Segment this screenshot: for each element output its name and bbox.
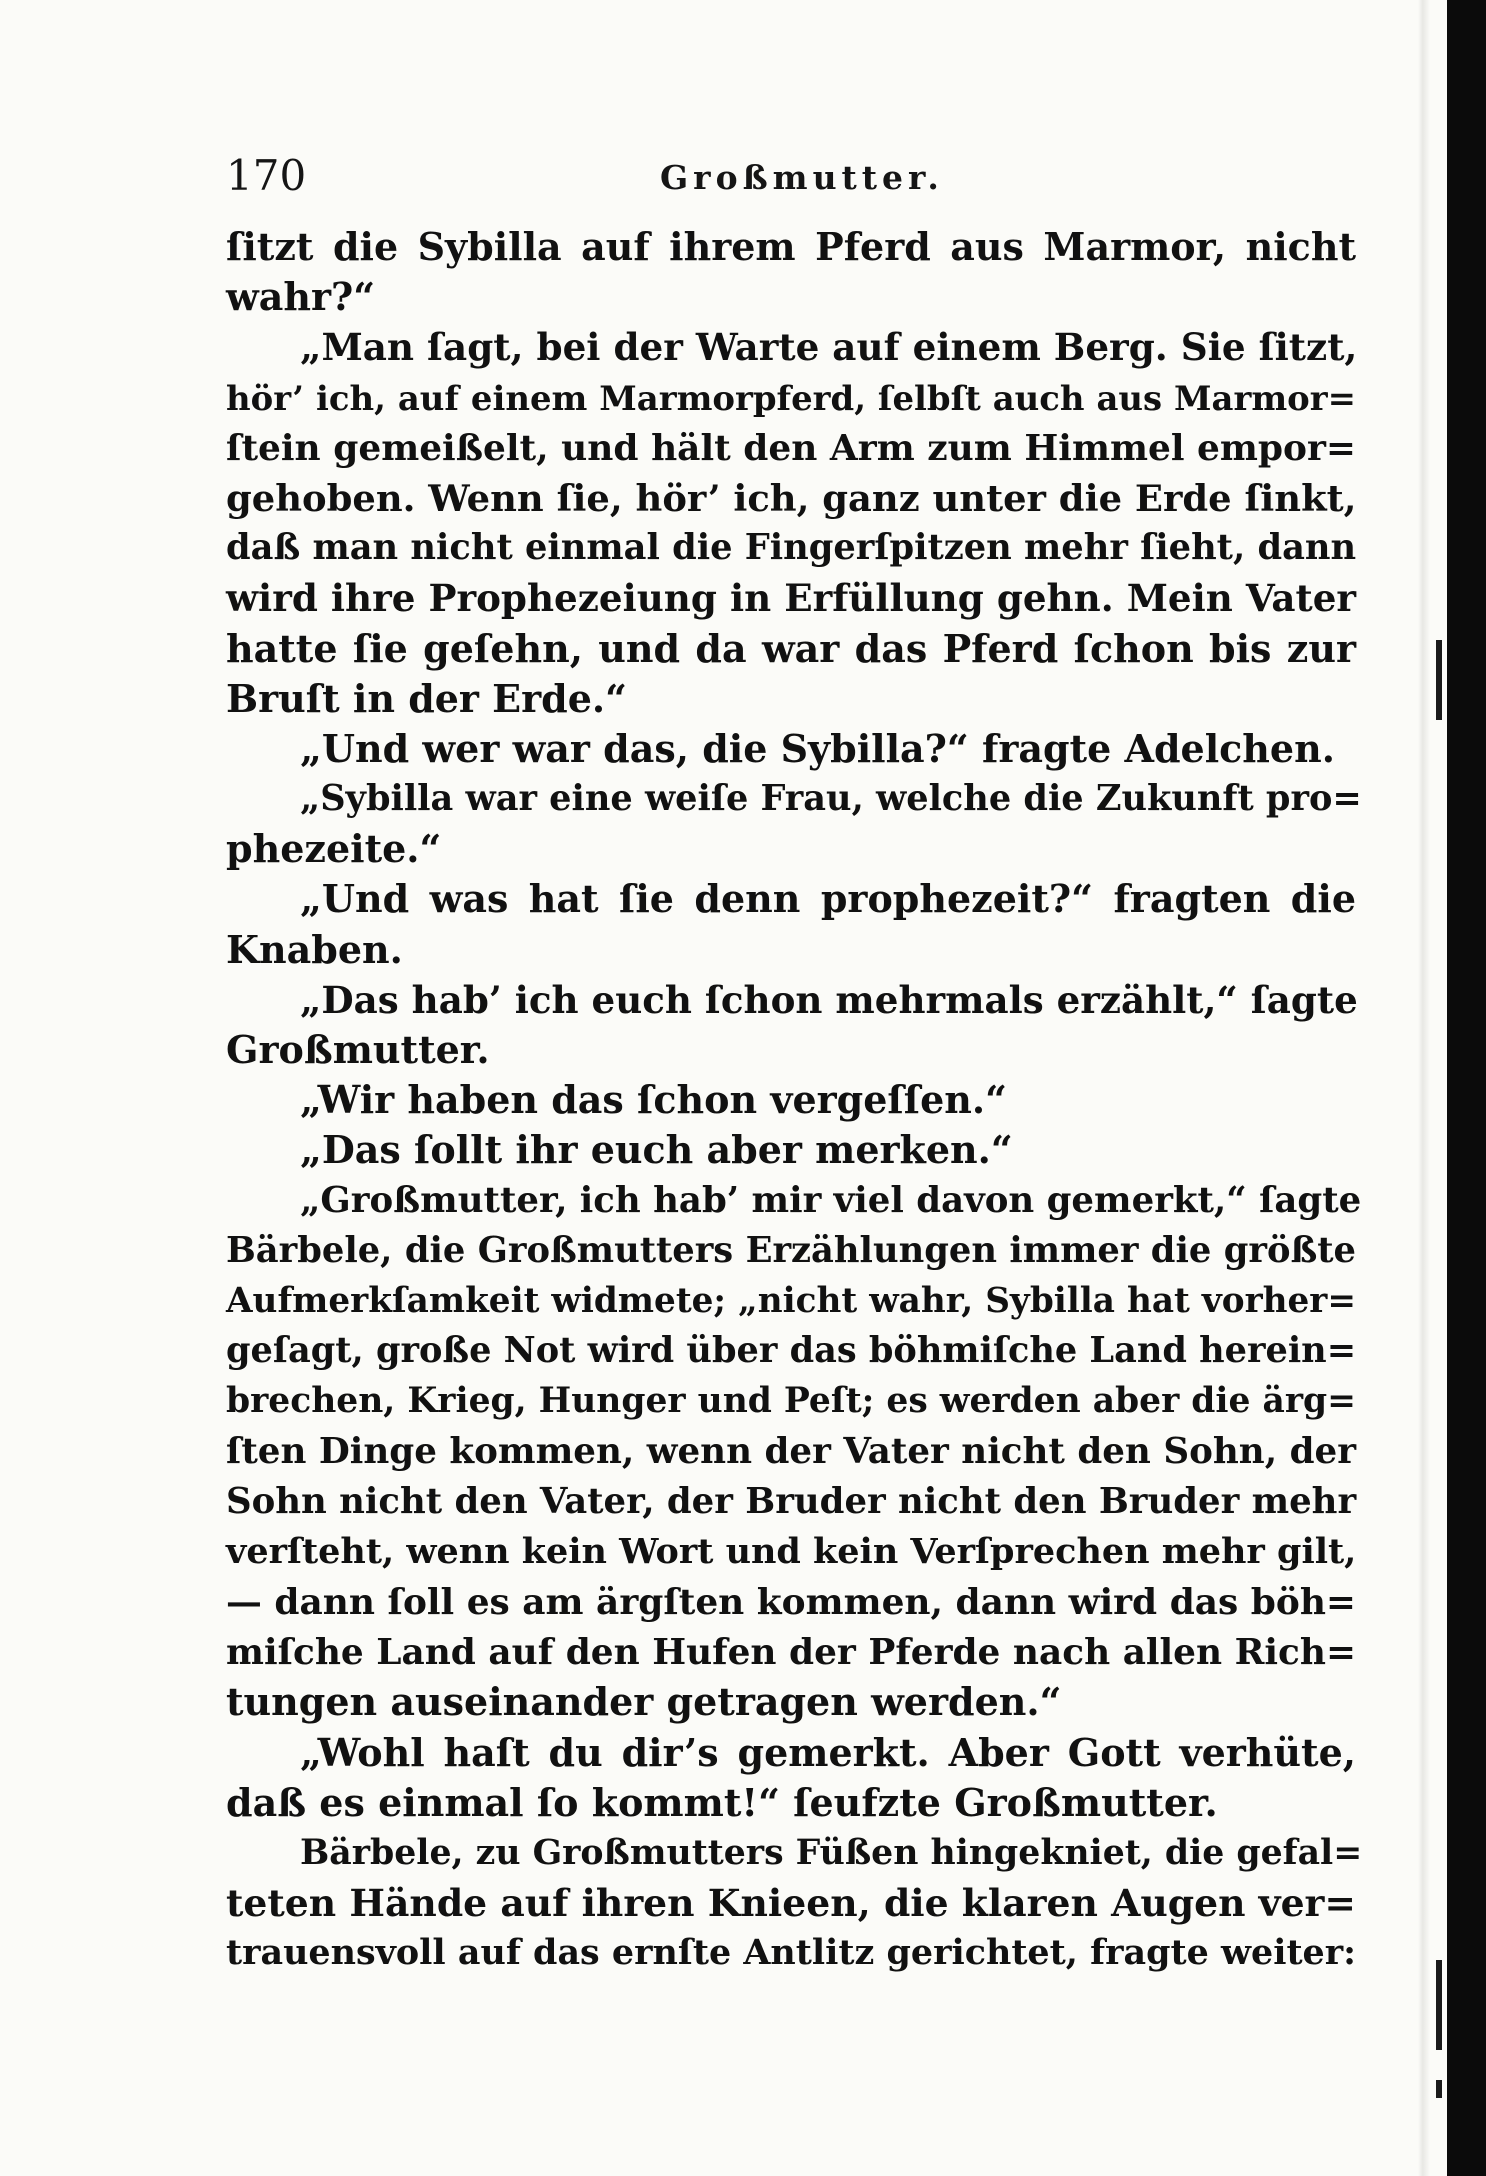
text-line: gehoben. Wenn ſie, hör’ ich, ganz unter die Erde ſinkt,	[226, 475, 1357, 520]
text-line: miſche Land auf den Hufen der Pferde nach allen Rich=	[226, 1631, 1356, 1674]
text-line: tungen auseinander getragen werden.“	[226, 1679, 1062, 1725]
text-line: „Wohl haſt du dir’s gemerkt. Aber Gott verhüte,	[300, 1729, 1356, 1775]
text-line: daß es einmal ſo kommt!“ ſeufzte Großmutter.	[226, 1779, 1218, 1825]
text-line: trauensvoll auf das ernſte Antlitz gerichtet, fragte weiter:	[226, 1932, 1356, 1974]
text-line: „Das hab’ ich euch ſchon mehrmals erzählt,“ ſagte	[300, 977, 1358, 1022]
text-line: — dann ſoll es am ärgſten kommen, dann wird das böh=	[226, 1581, 1356, 1624]
page-number: 170	[226, 151, 307, 200]
scan-edge-mark	[1436, 640, 1442, 720]
text-line: „Das ſollt ihr euch aber merken.“	[300, 1127, 1013, 1173]
text-line: ſtein gemeißelt, und hält den Arm zum Himmel empor=	[226, 426, 1356, 469]
text-line: wahr?“	[226, 274, 376, 320]
text-line: Bärbele, zu Großmutters Füßen hingekniet, die gefal=	[300, 1832, 1363, 1873]
text-line: „Man ſagt, bei der Warte auf einem Berg. Sie ſitzt,	[300, 325, 1358, 370]
text-line: „Wir haben das ſchon vergeſſen.“	[300, 1077, 1007, 1123]
text-line: „Großmutter, ich hab’ mir viel davon gemerkt,“ ſagte	[300, 1179, 1362, 1221]
body-text	[226, 222, 1363, 1979]
scan-border	[1447, 0, 1486, 2176]
text-line: „Und was hat ſie denn prophezeit?“ fragten die	[300, 876, 1356, 922]
text-line: verſteht, wenn kein Wort und kein Verſprechen mehr gilt,	[226, 1530, 1357, 1572]
text-line: „Sybilla war eine weiſe Frau, welche die Zukunft pro=	[300, 778, 1362, 820]
scan-edge-mark	[1436, 2080, 1442, 2098]
text-line: Sohn nicht den Vater, der Bruder nicht den Bruder mehr	[226, 1480, 1357, 1522]
text-line: Aufmerkſamkeit widmete; „nicht wahr, Sybilla hat vorher=	[226, 1280, 1356, 1321]
text-line: ſten Dinge kommen, wenn der Vater nicht den Sohn, der	[226, 1430, 1356, 1472]
scan-edge-mark	[1436, 1960, 1442, 2050]
page-header	[226, 148, 1356, 204]
text-line: hör’ ich, auf einem Marmorpferd, ſelbſt auch aus Marmor=	[226, 377, 1356, 418]
text-line: Bärbele, die Großmutters Erzählungen immer die größte	[226, 1229, 1356, 1271]
page-edge-shadow	[1418, 0, 1430, 2176]
text-line: teten Hände auf ihren Knieen, die klaren Augen ver=	[226, 1881, 1356, 1926]
text-line: Bruſt in der Erde.“	[226, 675, 628, 721]
text-line: daß man nicht einmal die Fingerſpitzen mehr ſieht, dann	[226, 527, 1357, 569]
text-line: ſitzt die Sybilla auf ihrem Pferd aus Marmor, nicht	[226, 224, 1356, 269]
running-title: Großmutter.	[660, 158, 944, 197]
text-line: brechen, Krieg, Hunger und Peſt; es werden aber die ärg=	[226, 1381, 1356, 1422]
text-line: hatte ſie geſehn, und da war das Pferd ſchon bis zur	[226, 625, 1356, 671]
text-line: wird ihre Prophezeiung in Erfüllung gehn. Mein Vater	[226, 576, 1356, 621]
text-line: geſagt, große Not wird über das böhmiſche Land herein=	[226, 1330, 1357, 1372]
text-line: phezeite.“	[226, 826, 442, 872]
text-line: Großmutter.	[226, 1027, 490, 1072]
text-line: „Und wer war das, die Sybilla?“ fragte Adelchen.	[300, 725, 1335, 771]
text-line: Knaben.	[226, 926, 403, 972]
